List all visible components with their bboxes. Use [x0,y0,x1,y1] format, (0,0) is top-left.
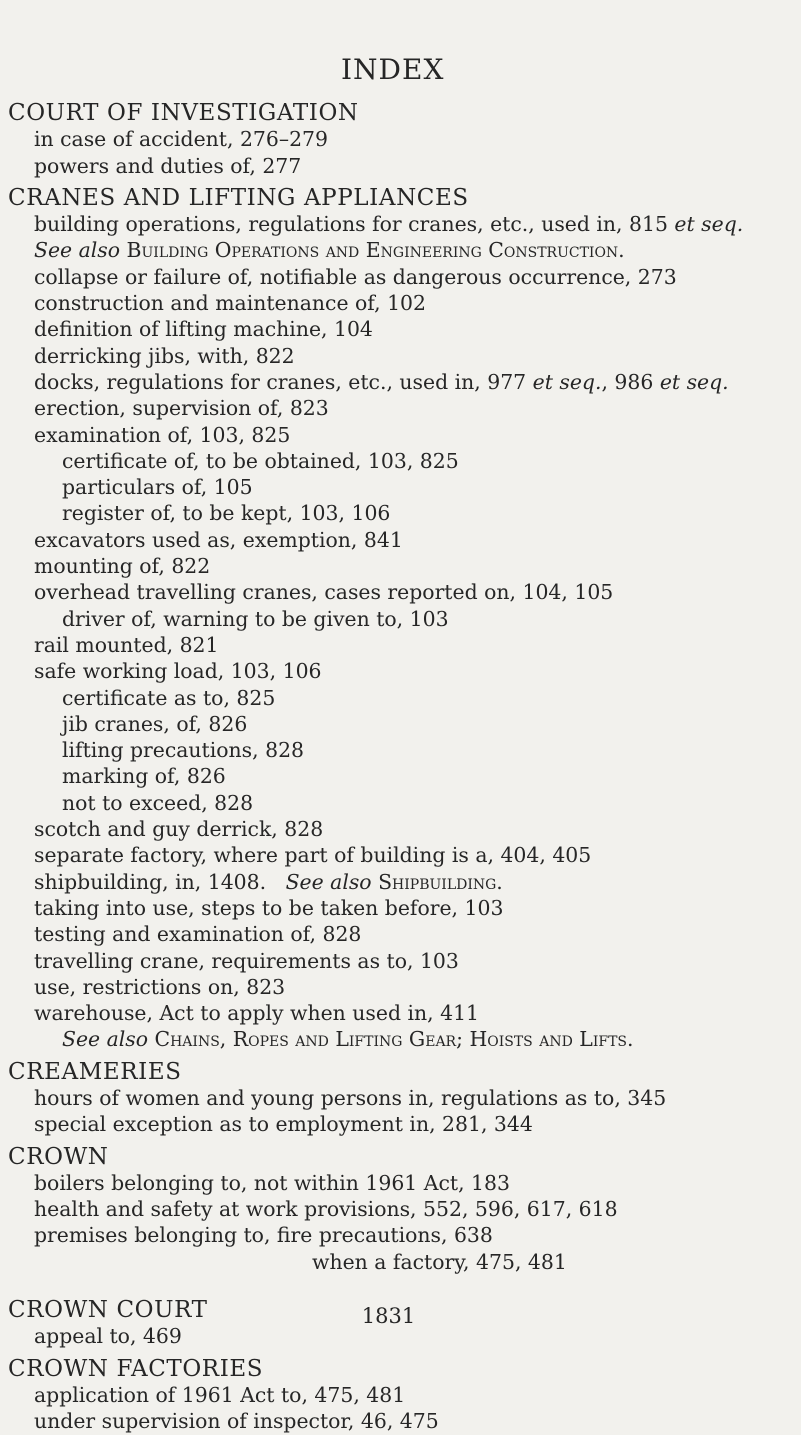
subentry: mounting of, 822 [34,554,211,579]
subentry: collapse or failure of, notifiable as dangerous occurrence, 273 [34,264,677,289]
subentry: separate factory, where part of building is a, 404, 405 [34,843,592,868]
subentry: under supervision of inspector, 46, 475 [34,1409,439,1434]
subentry: erection, supervision of, 823 [34,396,329,421]
subentry: special exception as to employment in, 281, 344 [34,1112,533,1137]
index-body [0,100,801,1435]
subentry: health and safety at work provisions, 552, 596, 617, 618 [34,1197,618,1222]
sub-subentry: jib cranes, of, 826 [62,711,248,736]
sub-subentry: driver of, warning to be given to, 103 [62,606,449,631]
entry-title: CROWN FACTORIES [8,1355,264,1382]
subentry: testing and examination of, 828 [34,922,362,947]
index-entry-creameries [0,1059,801,1138]
subentry: rail mounted, 821 [34,632,219,657]
subentry: scotch and guy derrick, 828 [34,817,324,842]
sub-subentry: certificate of, to be obtained, 103, 825 [62,448,459,473]
entry-title: COURT OF INVESTIGATION [8,100,359,126]
sub-subentry: certificate as to, 825 [62,685,276,710]
subentry: construction and maintenance of, 102 [34,291,426,316]
entry-title: CRANES AND LIFTING APPLIANCES [8,184,469,211]
cross-reference: See also Building Operations and Engineering Construction. [34,238,625,263]
subentry: shipbuilding, in, 1408. See also Shipbuilding. [34,869,503,894]
subentry: taking into use, steps to be taken before, 103 [34,895,504,920]
subentry: excavators used as, exemption, 841 [34,527,403,552]
index-entry-court-of-investigation [0,100,801,179]
subentry: travelling crane, requirements as to, 103 [34,948,459,973]
entry-title: CROWN COURT [8,1297,208,1324]
subentry: building operations, regulations for cranes, etc., used in, 815 et seq. [34,212,744,237]
index-entry-cranes-and-lifting-appliances [0,185,801,1053]
index-entry-crown-factories [0,1356,801,1435]
entry-title: CREAMERIES [8,1058,182,1085]
subentry: derricking jibs, with, 822 [34,343,295,368]
subentry: appeal to, 469 [34,1324,182,1349]
sub-subentry: when a factory, 475, 481 [312,1249,567,1274]
sub-subentry: not to exceed, 828 [62,790,254,815]
subentry: safe working load, 103, 106 [34,659,322,684]
page-number: 1831 [361,1304,416,1328]
sub-subentry: register of, to be kept, 103, 106 [62,501,391,526]
subentry: hours of women and young persons in, regulations as to, 345 [34,1085,667,1110]
subentry: warehouse, Act to apply when used in, 411 [34,1001,480,1026]
sub-subentry: marking of, 826 [62,764,226,789]
sub-subentry: lifting precautions, 828 [62,738,305,763]
subentry: application of 1961 Act to, 475, 481 [34,1382,406,1407]
subentry: powers and duties of, 277 [34,153,302,178]
subentry: definition of lifting machine, 104 [34,317,373,342]
sub-subentry: particulars of, 105 [62,475,253,500]
entry-title: CROWN [8,1143,109,1170]
subentry: boilers belonging to, not within 1961 Act, 183 [34,1170,510,1195]
subentry: use, restrictions on, 823 [34,974,286,999]
subentry: premises belonging to, fire precautions, 638 [34,1223,493,1248]
subentry: examination of, 103, 825 [34,422,291,447]
cross-reference: See also Chains, Ropes and Lifting Gear; Hoists and Lifts. [62,1027,634,1052]
subentry: docks, regulations for cranes, etc., used in, 977 et seq., 986 et seq. [34,369,729,394]
subentry: overhead travelling cranes, cases reported on, 104, 105 [34,580,614,605]
index-entry-crown [0,1144,801,1275]
page-heading: INDEX [341,53,445,86]
subentry: in case of accident, 276–279 [34,127,328,152]
